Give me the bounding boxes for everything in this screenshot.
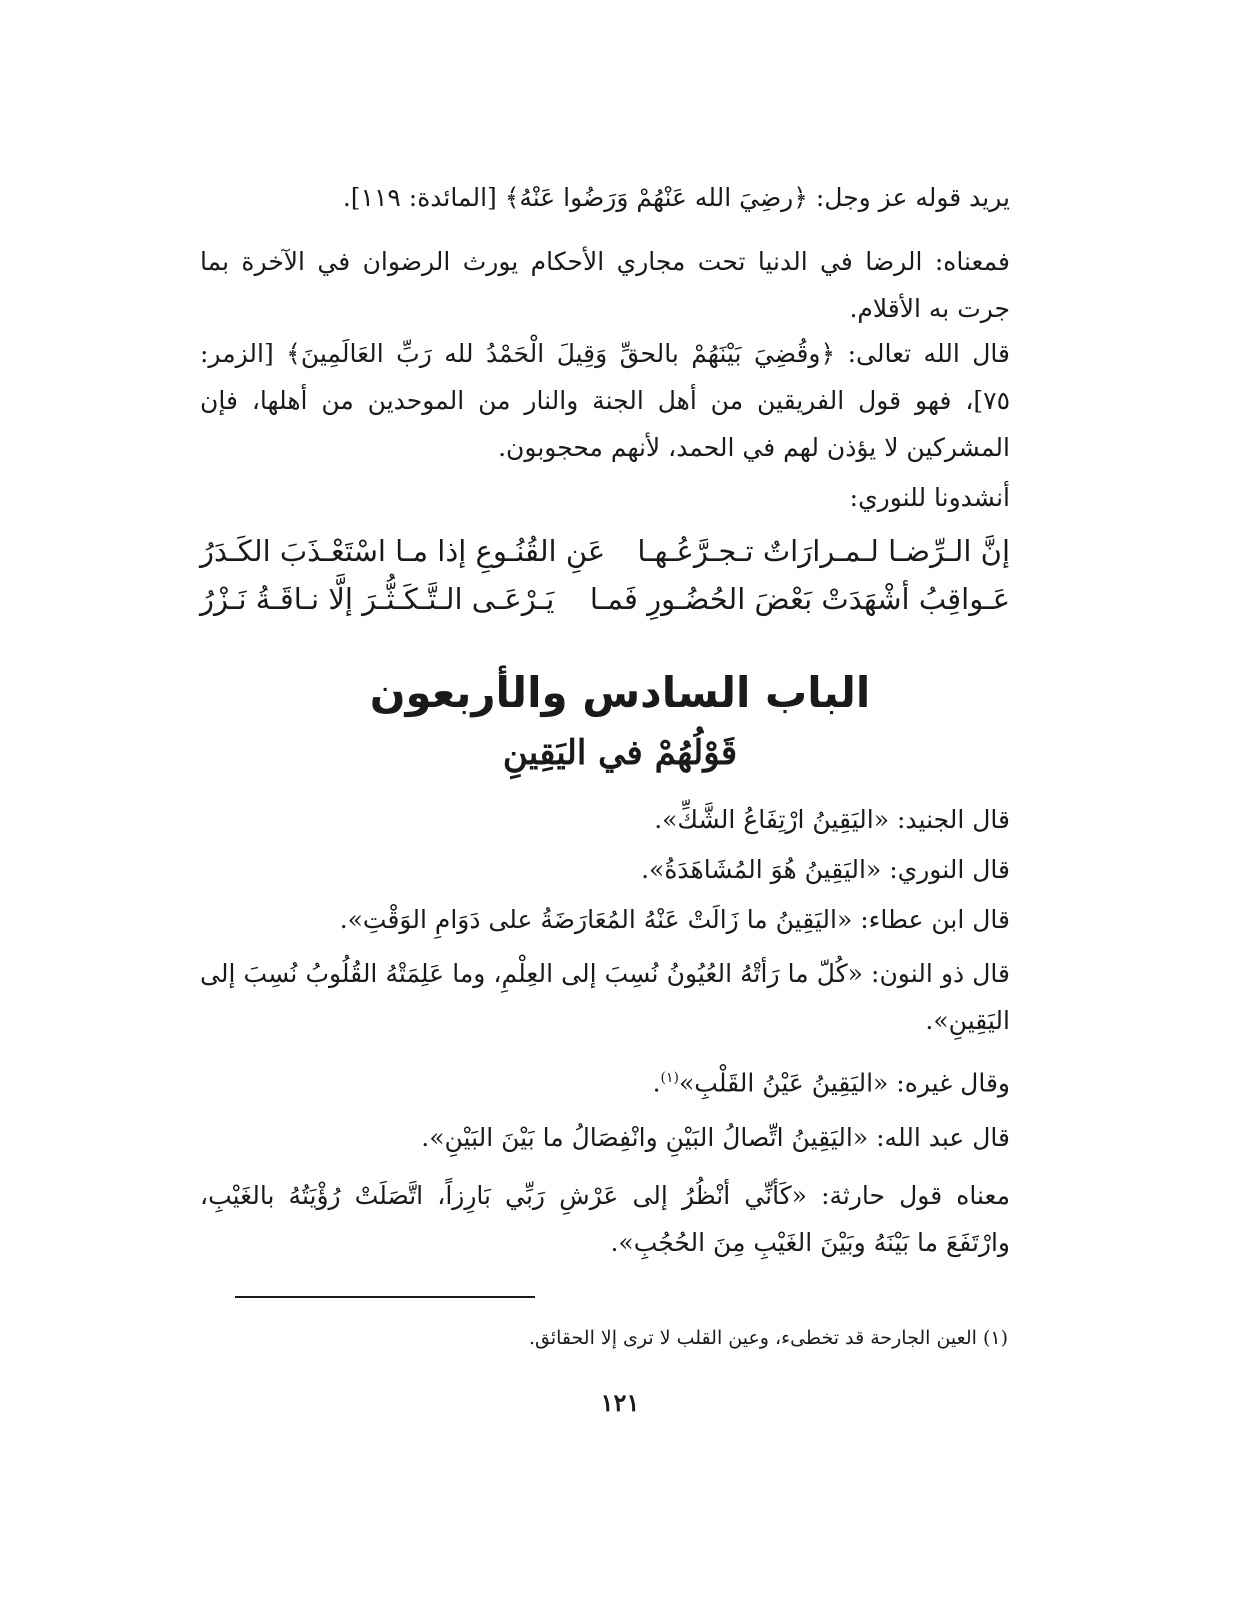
paragraph-quote-zumar: قال الله تعالى: ﴿وقُضِيَ بَيْنَهُمْ بالحقِّ وَقِيلَ الْحَمْدُ لله رَبِّ العَالَمِينَ﴾ [الزمر: ٧٥]، فهو قول الفريقين من أهل الجنة والنار من الموحدين من أهلها، فإن المشركين لا يؤذن لهم في الحمد، لأنهم محجوبون. xyxy=(200,339,1010,462)
saying-haritha: معناه قول حارثة: «كَأنِّي أنْظُرُ إلى عَرْشِ رَبِّي بَارِزاً، اتَّصَلَتْ رُؤْيَتُهُ بالغَيْبِ، وارْتَفَعَ ما بَيْنَهُ وبَيْنَ الغَيْبِ مِنَ الحُجُبِ». xyxy=(200,1181,1010,1257)
verse-line-1 xyxy=(200,527,1010,575)
chapter-title: الباب السادس والأربعون xyxy=(369,668,871,717)
saying-another xyxy=(653,1058,1010,1103)
saying-ibn-ata: قال ابن عطاء: «اليَقِينُ ما زَالَتْ عَنْهُ المُعَارَضَةُ على دَوَامِ الوَقْتِ». xyxy=(339,905,1010,934)
page-number: ١٢١ xyxy=(600,1388,640,1417)
verse-1-second-hemistich: عَنِ القُنُـوعِ إذا مـا اسْتَعْـذَبَ الكَـدَرُ xyxy=(200,534,606,568)
verse-1-first-hemistich: إنَّ الـرِّضـا لـمـرارَاتٌ تـجـرَّعُـهـا xyxy=(637,534,1010,568)
saying-another-text: وقال غيره: «اليَقِينُ عَيْنُ القَلْبِ» xyxy=(679,1068,1010,1098)
text-line-poem-intro: أنشدونا للنوري: xyxy=(849,483,1010,512)
verse-2-first-hemistich: عَـواقِبُ أشْهَدَتْ بَعْضَ الحُضُـورِ فَمـا xyxy=(589,582,1010,616)
saying-nuri: قال النوري: «اليَقِينُ هُوَ المُشَاهَدَةُ». xyxy=(641,855,1010,884)
verse-line-2 xyxy=(200,575,1010,623)
saying-dhul-nun: قال ذو النون: «كُلّ ما رَأتْهُ العُيُونُ نُسِبَ إلى العِلْمِ، وما عَلِمَتْهُ القُلُوبُ نُسِبَ إلى اليَقِينِ». xyxy=(200,959,1010,1035)
footnote-text: (١) العين الجارحة قد تخطىء، وعين القلب لا ترى إلا الحقائق. xyxy=(528,1327,1008,1349)
paragraph-meaning-rida: فمعناه: الرضا في الدنيا تحت مجاري الأحكام يورث الرضوان في الآخرة بما جرت به الأقلام. xyxy=(200,247,1010,323)
saying-abdullah: قال عبد الله: «اليَقِينُ اتِّصالُ البَيْنِ وانْفِصَالُ ما بَيْنَ البَيْنِ». xyxy=(421,1123,1010,1152)
text-line-quote-maida: يريد قوله عز وجل: ﴿رضِيَ الله عَنْهُمْ وَرَضُوا عَنْهُ﴾ [المائدة: ١١٩]. xyxy=(342,183,1010,212)
saying-another-end: . xyxy=(652,1068,661,1098)
verse-2-second-hemistich: يَـرْعَـى الـتَّـكَـثُّـرَ إلَّا نـاقَـةُ نَـزْرُ xyxy=(200,582,555,616)
section-title: قَوْلُهُمْ في اليَقِينِ xyxy=(502,733,738,773)
footnote-reference: (١) xyxy=(660,1070,680,1086)
footnote-divider xyxy=(235,1296,535,1298)
saying-junayd: قال الجنيد: «اليَقِينُ ارْتِفَاعُ الشَّكِّ». xyxy=(654,805,1010,834)
